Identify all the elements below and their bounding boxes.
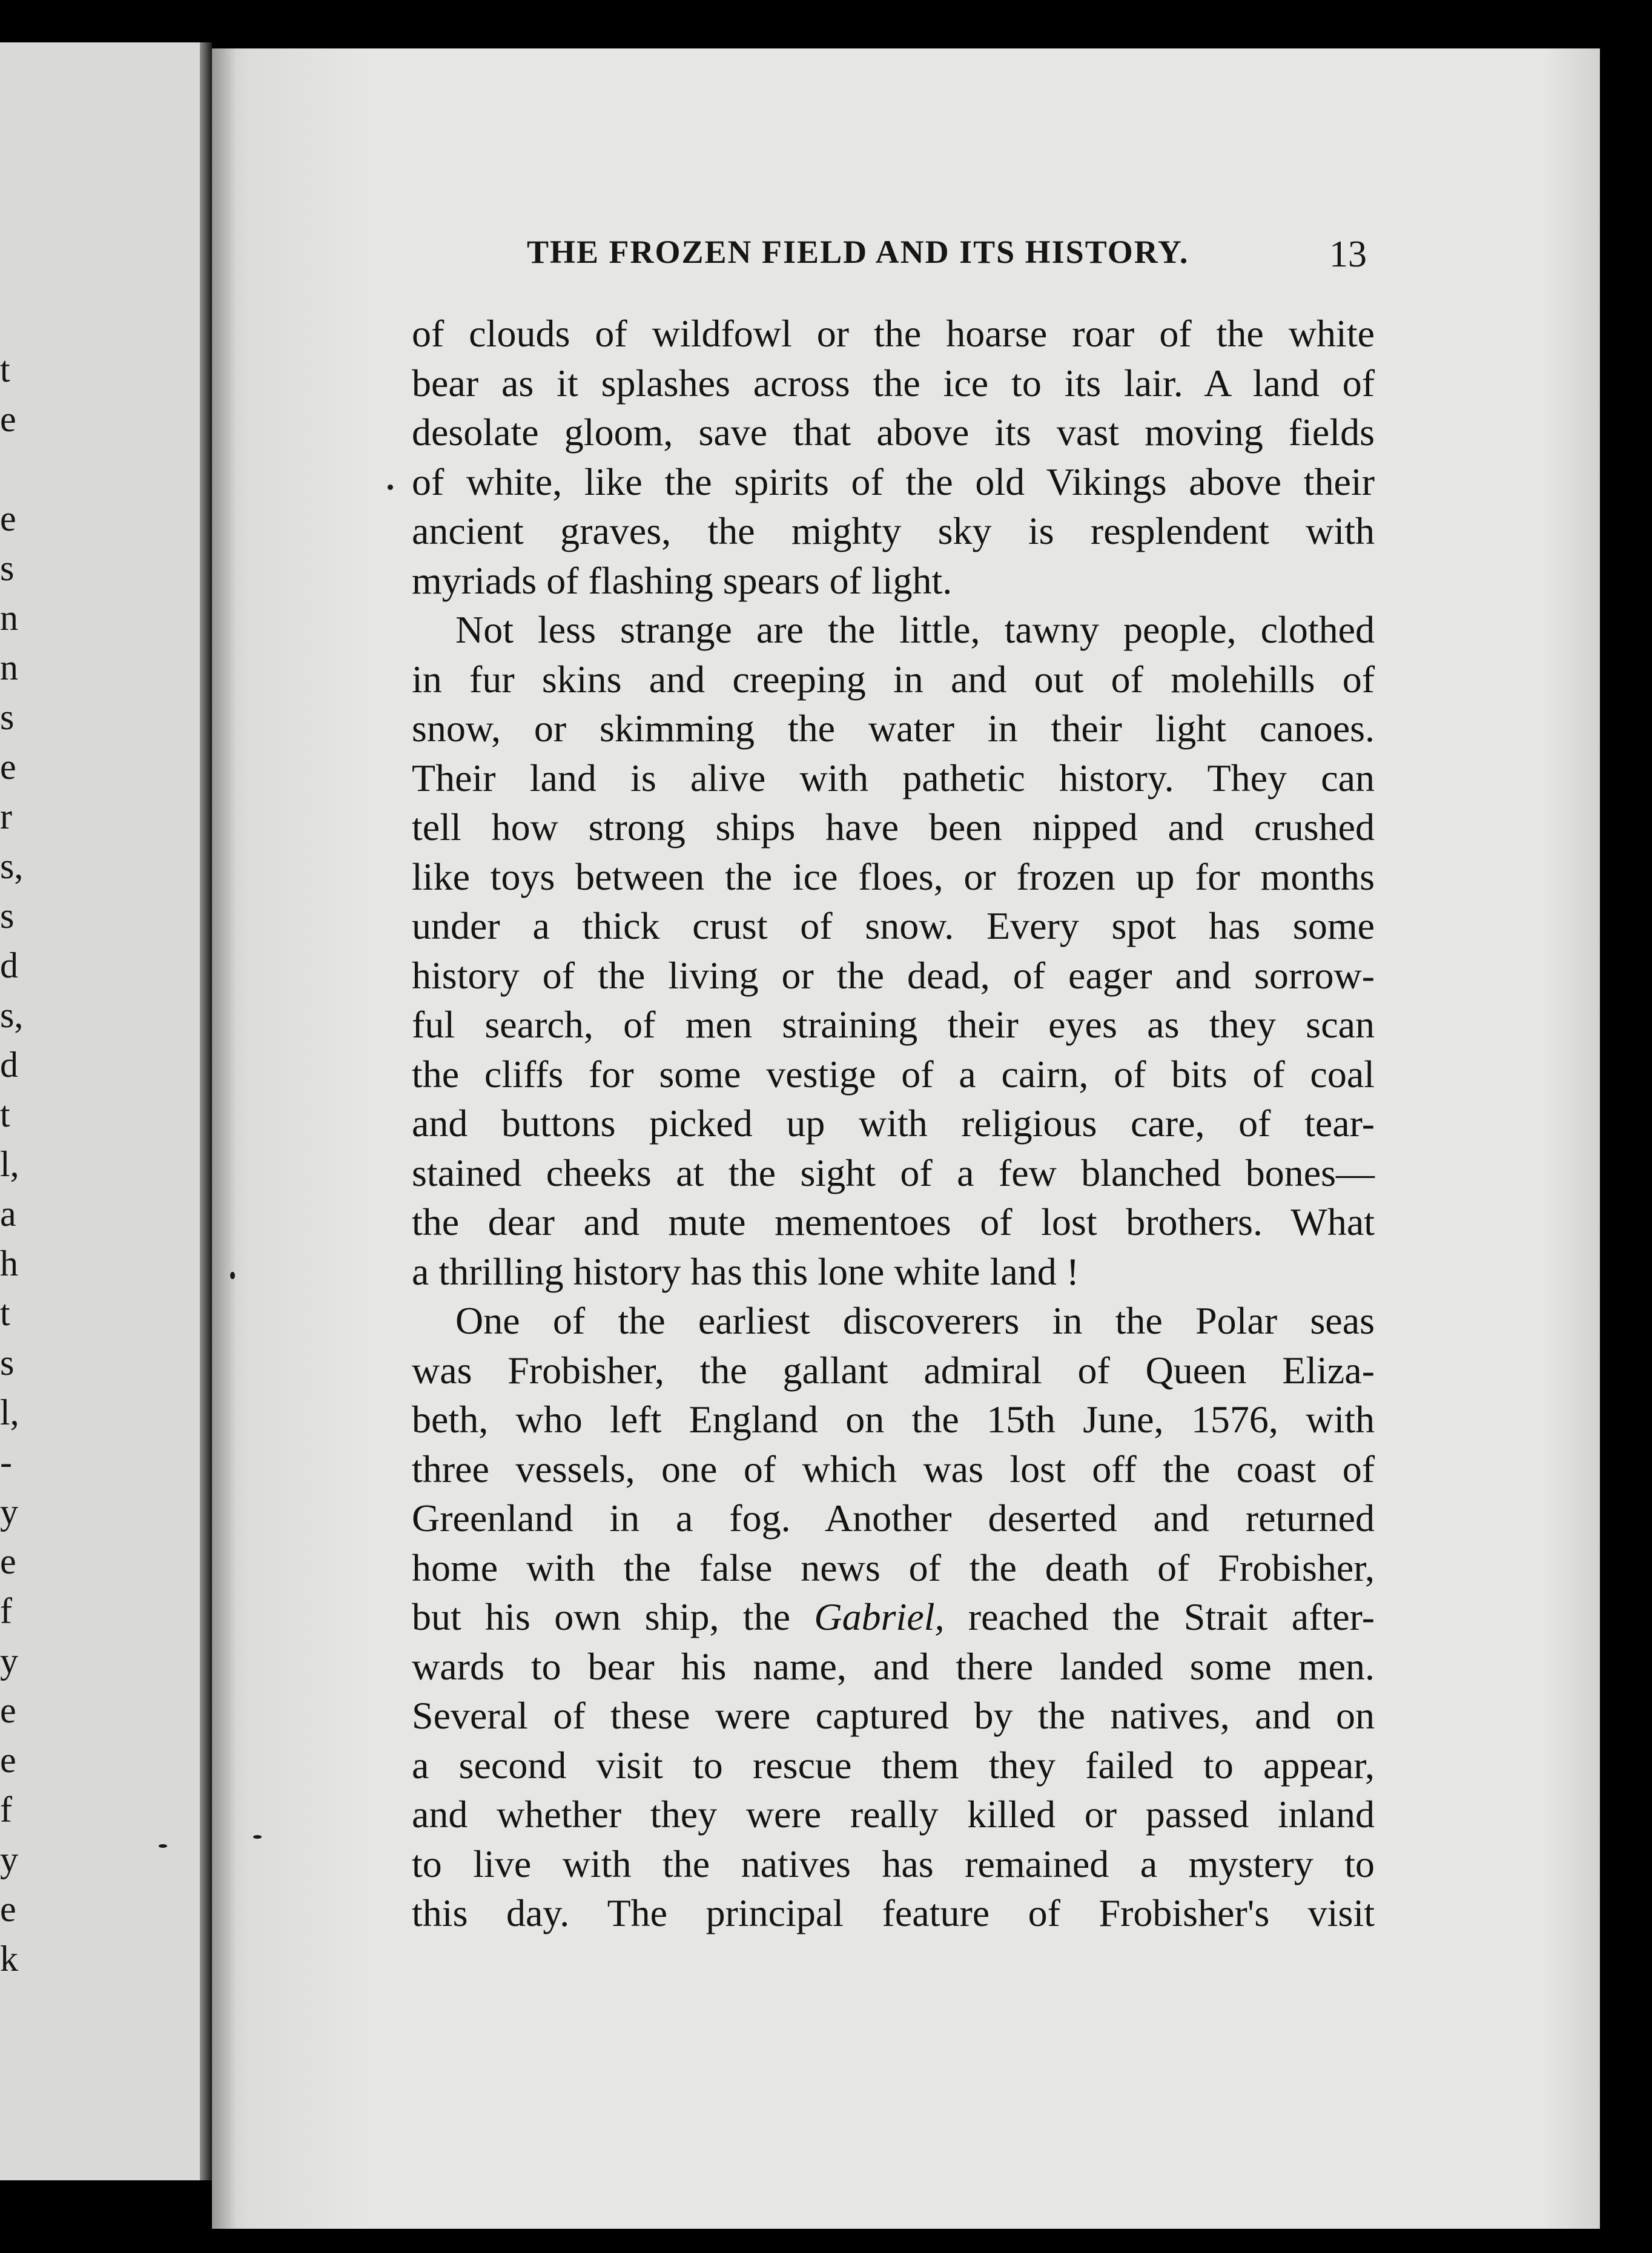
text-line: a thrilling history has this lone white land ! <box>412 1249 1080 1293</box>
text-line: stained cheeks at the sight of a few blanched bones— <box>412 1151 1375 1194</box>
text-line: desolate gloom, save that above its vast moving fields <box>412 411 1375 454</box>
text-line: under a thick crust of snow. Every spot has some <box>412 904 1375 947</box>
left-page-fragment: s, <box>0 995 24 1035</box>
left-page-fragment: t <box>0 1293 10 1333</box>
text-line: home with the false news of the death of Frobisher, <box>412 1546 1375 1589</box>
page-header <box>527 233 1375 276</box>
page-number: 13 <box>1329 234 1367 275</box>
dust-speck <box>159 1844 167 1848</box>
text-line: bear as it splashes across the ice to its lair. A land of <box>412 361 1375 405</box>
text-line: a second visit to rescue them they failed to appear, <box>412 1743 1375 1787</box>
left-page-fragment: y <box>0 1839 18 1879</box>
text-line: ful search, of men straining their eyes as they scan <box>412 1003 1375 1046</box>
text-line-with-ship-name <box>412 1592 1375 1642</box>
left-page-fragment <box>0 445 24 494</box>
text-line: Greenland in a fog. Another deserted and returned <box>412 1497 1375 1540</box>
left-page-fragment: t <box>0 1094 10 1134</box>
text-line: wards to bear his name, and there landed some men. <box>412 1644 1375 1688</box>
left-page-fragment: s, <box>0 846 24 886</box>
left-page-fragment: f <box>0 1591 12 1631</box>
left-page-fragment: e <box>0 1690 16 1730</box>
text-line: and buttons picked up with religious care, of tear- <box>412 1102 1375 1145</box>
text-line: tell how strong ships have been nipped and crushed <box>412 806 1375 849</box>
left-page-fragment: e <box>0 399 16 439</box>
text-line: in fur skins and creeping in and out of molehills of <box>412 657 1375 701</box>
text-line: and whether they were really killed or passed inland <box>412 1793 1375 1836</box>
left-page-fragment: k <box>0 1939 18 1979</box>
left-page-fragment: h <box>0 1243 18 1283</box>
gutter-shadow <box>212 48 236 2229</box>
left-page-fragment: e <box>0 1740 16 1780</box>
text-segment: but his own ship, the <box>412 1595 814 1638</box>
text-line: was Frobisher, the gallant admiral of Queen Eliza- <box>412 1348 1375 1392</box>
left-page-fragment: s <box>0 697 15 737</box>
paragraph-2 <box>412 605 1375 1296</box>
left-page-fragment: s <box>0 548 15 588</box>
text-segment: reached the Strait after- <box>944 1595 1375 1638</box>
dust-speck <box>230 1272 235 1279</box>
dust-speck <box>253 1835 262 1839</box>
text-line: three vessels, one of which was lost off the coast of <box>412 1447 1375 1490</box>
text-line: like toys between the ice floes, or frozen up for months <box>412 855 1375 898</box>
text-line: the dear and mute mementoes of lost brothers. What <box>412 1200 1375 1243</box>
text-line: Not less strange are the little, tawny people, clothed <box>455 608 1375 651</box>
left-page-fragment: e <box>0 1889 16 1929</box>
left-page-fragment: e <box>0 1541 16 1581</box>
running-head: THE FROZEN FIELD AND ITS HISTORY. <box>527 234 1189 270</box>
left-page-fragment: d <box>0 1045 18 1085</box>
text-line: ancient graves, the mighty sky is resplendent with <box>412 509 1375 552</box>
text-line: of clouds of wildfowl or the hoarse roar of the white <box>412 312 1375 355</box>
text-line: history of the living or the dead, of eager and sorrow- <box>412 953 1375 997</box>
left-page-fragment: l, <box>0 1144 19 1184</box>
left-page-fragment: n <box>0 598 18 638</box>
text-line: myriads of flashing spears of light. <box>412 558 953 602</box>
left-page-fragment: t <box>0 349 10 389</box>
left-page-fragment: - <box>0 1442 12 1482</box>
text-line: Their land is alive with pathetic history. They can <box>412 756 1375 799</box>
book-spine-shadow <box>200 42 212 2180</box>
paragraph-3 <box>412 1296 1375 1938</box>
text-line: to live with the natives has remained a mystery to <box>412 1842 1375 1885</box>
left-page-fragment: r <box>0 796 12 836</box>
text-line: One of the earliest discoverers in the Polar seas <box>455 1299 1375 1342</box>
text-line: snow, or skimming the water in their light canoes. <box>412 707 1375 750</box>
text-line: of white, like the spirits of the old Vikings above their <box>412 460 1375 503</box>
left-page-fragment: s <box>0 896 15 936</box>
left-page-fragment: y <box>0 1641 18 1681</box>
text-line: this day. The principal feature of Frobisher's visit <box>412 1891 1375 1934</box>
text-line: the cliffs for some vestige of a cairn, of bits of coal <box>412 1052 1375 1096</box>
left-page-fragment: e <box>0 747 16 787</box>
body-text <box>412 309 1375 1938</box>
text-line: Several of these were captured by the natives, and on <box>412 1694 1375 1737</box>
left-page-edge-strip <box>0 42 200 2180</box>
left-page-fragment: a <box>0 1194 16 1234</box>
dust-speck <box>388 485 393 490</box>
left-page-fragment: f <box>0 1790 12 1830</box>
ship-name-italic: Gabriel, <box>814 1595 945 1638</box>
left-page-fragment: s <box>0 1343 15 1383</box>
left-page-fragment: l, <box>0 1392 19 1432</box>
text-line: beth, who left England on the 15th June, 1576, with <box>412 1398 1375 1441</box>
left-page-fragment: d <box>0 945 18 985</box>
left-page-fragment: e <box>0 498 16 538</box>
left-page-fragments <box>0 345 24 1984</box>
paragraph-1 <box>412 309 1375 605</box>
left-page-fragment: y <box>0 1492 18 1532</box>
left-page-fragment: n <box>0 647 18 687</box>
